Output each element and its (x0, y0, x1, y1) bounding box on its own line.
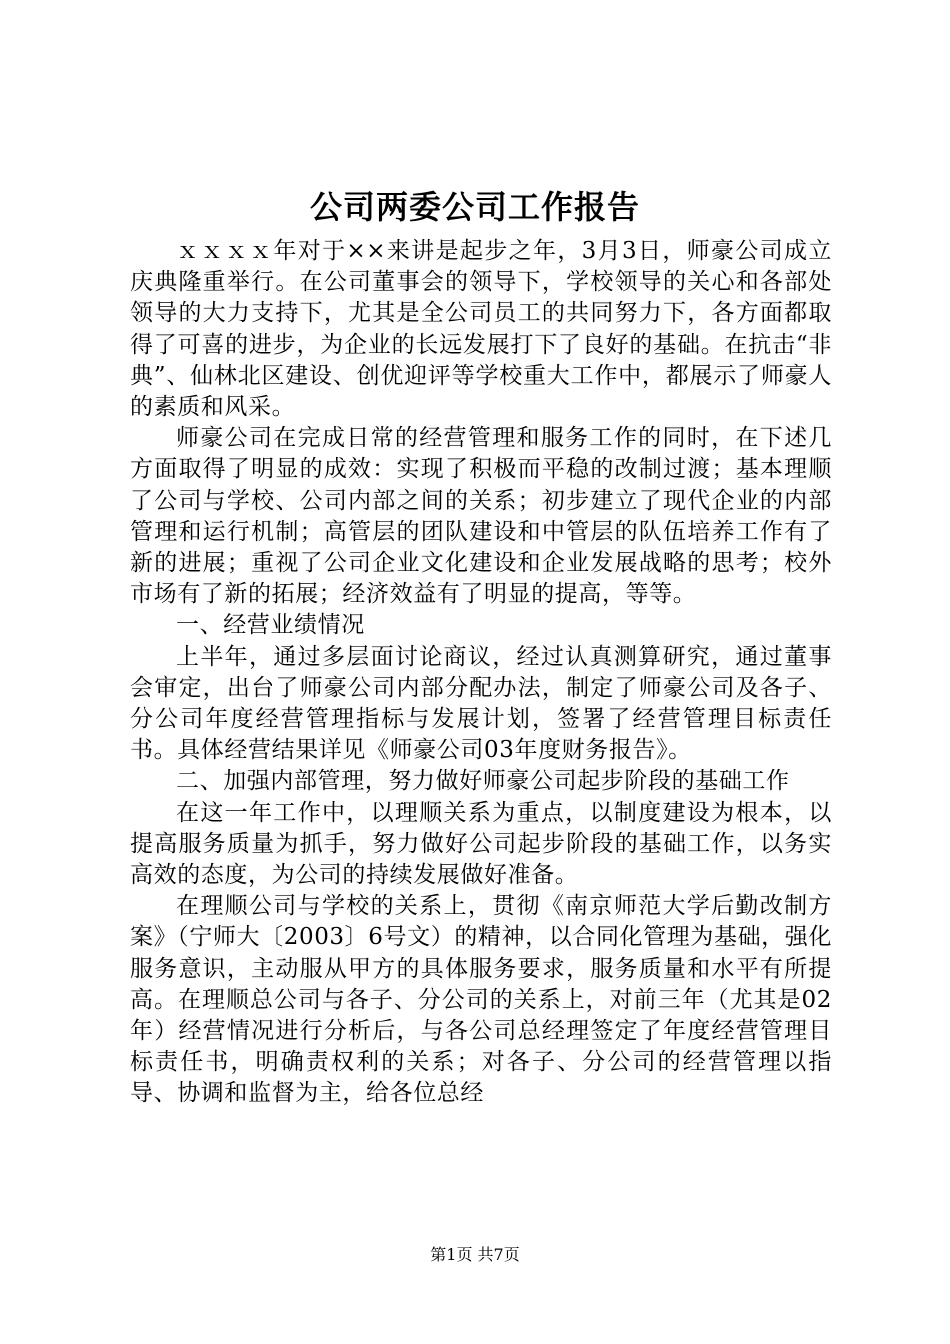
paragraph-achievements: 师豪公司在完成日常的经营管理和服务工作的同时，在下述几方面取得了明显的成效：实现了积极而平稳的改制过渡；基本理顺了公司与学校、公司内部之间的关系；初步建立了现代企业的内部管理和运行机制；高管层的团队建设和中管层的队伍培养工作有了新的进展；重视了公司企业文化建设和企业发展战略的思考；校外市场有了新的拓展；经济效益有了明显的提高，等等。 (130, 425, 832, 608)
document-body (130, 236, 832, 1110)
paragraph-performance: 上半年，通过多层面讨论商议，经过认真测算研究，通过董事会审定，出台了师豪公司内部分配办法，制定了师豪公司及各子、分公司年度经营管理指标与发展计划，签署了经营管理目标责任书。具体经营结果详见《师豪公司03年度财务报告》。 (130, 643, 832, 764)
paragraph-relations: 在理顺公司与学校的关系上，贯彻《南京师范大学后勤改制方案》（宁师大〔2003〕6号文）的精神，以合同化管理为基础，强化服务意识，主动服从甲方的具体服务要求，服务质量和水平有所提高。在理顺总公司与各子、分公司的关系上，对前三年（尤其是02年）经营情况进行分析后，与各公司总经理签定了年度经营管理目标责任书，明确责权利的关系；对各子、分公司的经营管理以指导、协调和监督为主，给各位总经 (130, 893, 832, 1107)
section-heading-1: 一、经营业绩情况 (176, 612, 365, 639)
page-total: 共7页 (477, 1245, 520, 1264)
paragraph-intro: ｘｘｘｘ年对于××来讲是起步之年，3月3日，师豪公司成立庆典隆重举行。在公司董事会的领导下，学校领导的关心和各部处领导的大力支持下，尤其是全公司员工的共同努力下，各方面都取得了可喜的进步，为企业的长远发展打下了良好的基础。在抗击“非典”、仙林北区建设、创优迎评等学校重大工作中，都展示了师豪人的素质和风采。 (130, 238, 832, 421)
section-heading-2: 二、加强内部管理，努力做好师豪公司起步阶段的基础工作 (176, 768, 790, 795)
document-title: 公司两委公司工作报告 (309, 188, 640, 226)
paragraph-management: 在这一年工作中，以理顺关系为重点，以制度建设为根本，以提高服务质量为抓手，努力做好公司起步阶段的基础工作，以务实高效的态度，为公司的持续发展做好准备。 (130, 799, 832, 889)
page-number: 第1页 (430, 1245, 473, 1264)
page-footer (0, 1245, 950, 1265)
